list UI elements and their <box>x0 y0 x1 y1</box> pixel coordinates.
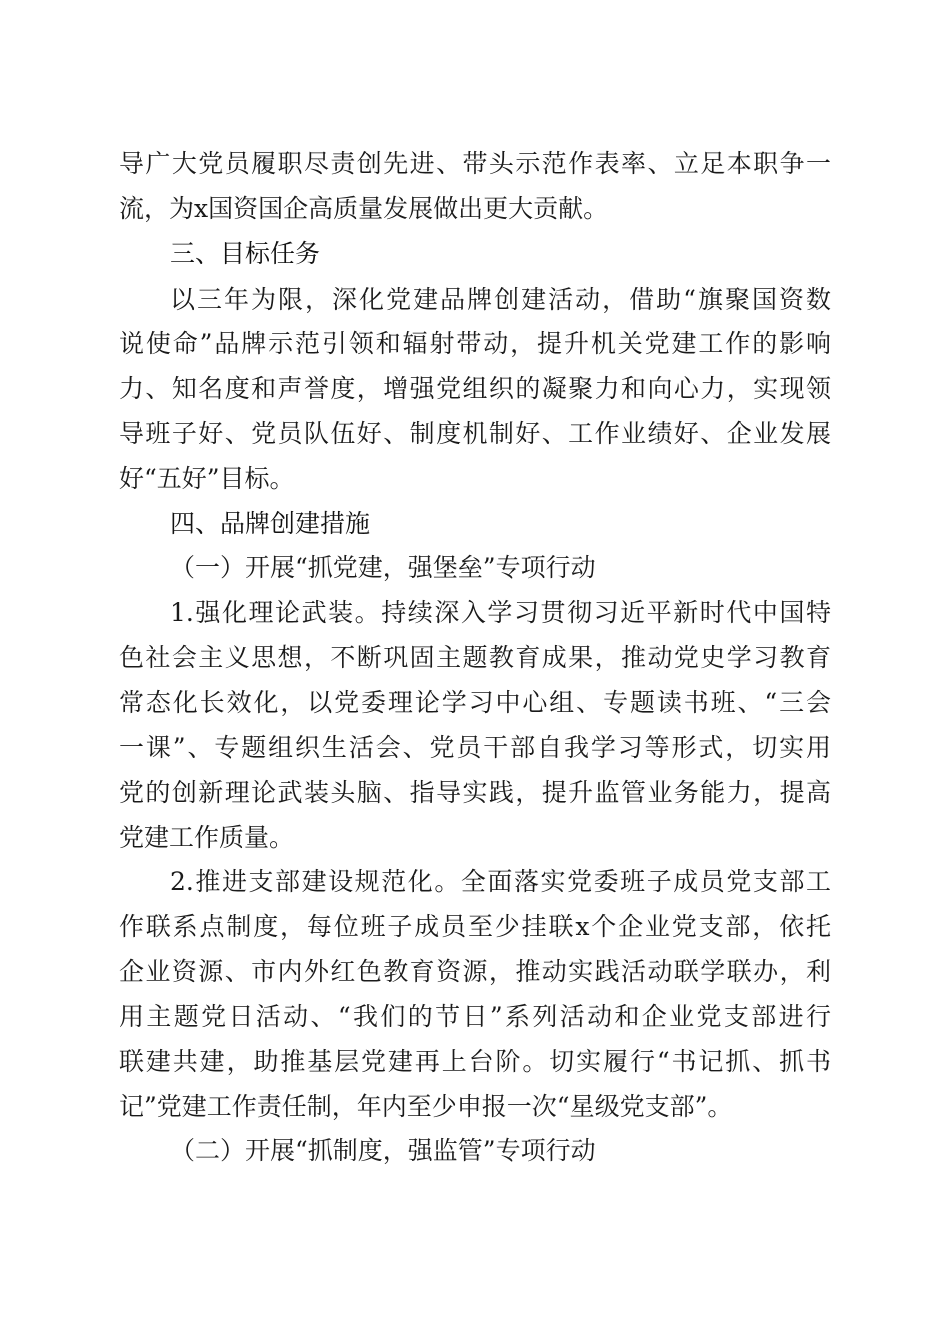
paragraph-line: 导广大党员履职尽责创先进、带头示范作表率、立足本职争一 <box>119 149 831 178</box>
section-heading: 四、品牌创建措施 <box>170 509 371 538</box>
paragraph-line: 导班子好、党员队伍好、制度机制好、工作业绩好、企业发展 <box>119 419 831 448</box>
paragraph-line: 说使命”品牌示范引领和辐射带动，提升机关党建工作的影响 <box>119 329 831 358</box>
paragraph-line: 党的创新理论武装头脑、指导实践，提升监管业务能力，提高 <box>119 778 831 807</box>
paragraph-line: 以三年为限，深化党建品牌创建活动，借助“旗聚国资数 <box>170 285 831 314</box>
paragraph-line: 记”党建工作责任制，年内至少申报一次“星级党支部”。 <box>119 1092 733 1121</box>
subsection-heading: （二）开展“抓制度，强监管”专项行动 <box>170 1136 596 1165</box>
paragraph-line: 2.推进支部建设规范化。全面落实党委班子成员党支部工 <box>170 867 831 896</box>
paragraph-line: 好“五好”目标。 <box>119 464 295 493</box>
paragraph-line: 1.强化理论武装。持续深入学习贯彻习近平新时代中国特 <box>170 598 831 627</box>
paragraph-line: 一课”、专题组织生活会、党员干部自我学习等形式，切实用 <box>119 733 831 762</box>
paragraph-line: 色社会主义思想，不断巩固主题教育成果，推动党史学习教育 <box>119 643 831 672</box>
paragraph-line: 作联系点制度，每位班子成员至少挂联x个企业党支部，依托 <box>119 912 831 941</box>
paragraph-line: 党建工作质量。 <box>119 823 295 852</box>
paragraph-line: 用主题党日活动、“我们的节日”系列活动和企业党支部进行 <box>119 1002 831 1031</box>
paragraph-line: 力、知名度和声誉度，增强党组织的凝聚力和向心力，实现领 <box>119 374 831 403</box>
section-heading: 三、目标任务 <box>170 239 321 268</box>
paragraph-line: 常态化长效化，以党委理论学习中心组、专题读书班、“三会 <box>119 688 831 717</box>
subsection-heading: （一）开展“抓党建，强堡垒”专项行动 <box>170 553 596 582</box>
paragraph-line: 企业资源、市内外红色教育资源，推动实践活动联学联办，利 <box>119 957 831 986</box>
paragraph-line: 流，为x国资国企高质量发展做出更大贡献。 <box>119 194 609 223</box>
paragraph-line: 联建共建，助推基层党建再上台阶。切实履行“书记抓、抓书 <box>119 1047 831 1076</box>
